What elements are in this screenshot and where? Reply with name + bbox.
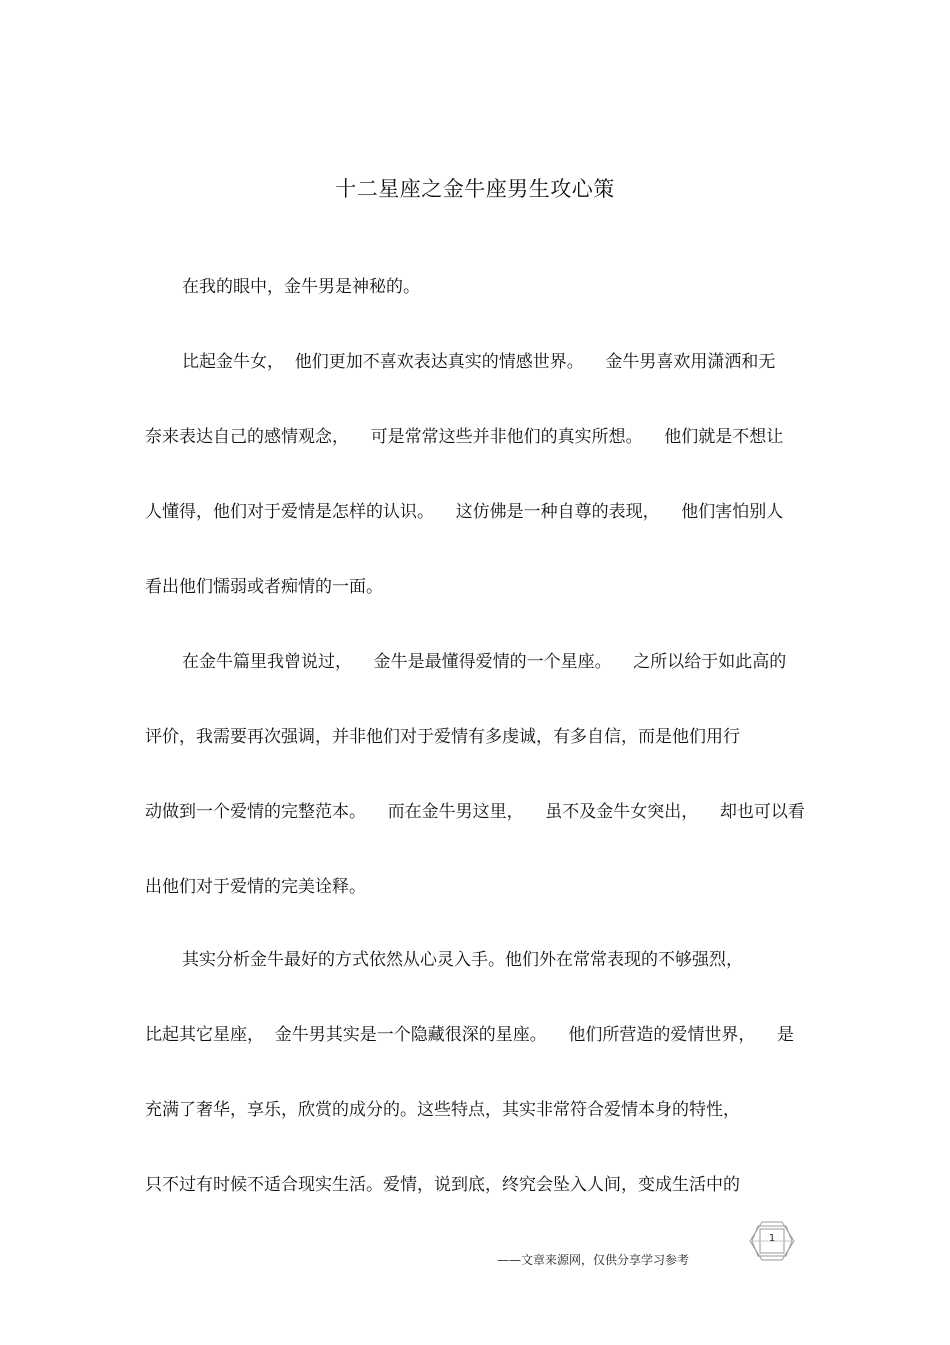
- paragraph-line: 比起金牛女， 他们更加不喜欢表达真实的情感世界。 金牛男喜欢用潇洒和无: [182, 352, 776, 372]
- paragraph-line: 看出他们懦弱或者痴情的一面。: [145, 577, 383, 597]
- page-number-badge: [748, 1220, 796, 1262]
- paragraph-line: 人懂得，他们对于爱情是怎样的认识。 这仿佛是一种自尊的表现， 他们害怕别人: [145, 502, 784, 522]
- paragraph-line: 充满了奢华，享乐，欣赏的成分的。这些特点，其实非常符合爱情本身的特性，: [145, 1100, 740, 1120]
- paragraph-line: 在我的眼中，金牛男是神秘的。: [182, 277, 420, 297]
- document-title: 十二星座之金牛座男生攻心策: [335, 177, 615, 201]
- paragraph-line: 出他们对于爱情的完美诠释。: [145, 877, 366, 897]
- paragraph-line: 奈来表达自己的感情观念， 可是常常这些并非他们的真实所想。 他们就是不想让: [145, 427, 784, 447]
- source-note: ——文章来源网，仅供分享学习参考: [497, 1253, 690, 1267]
- paragraph-line: 评价，我需要再次强调，并非他们对于爱情有多虔诚，有多自信，而是他们用行: [145, 727, 740, 747]
- paragraph-line: 其实分析金牛最好的方式依然从心灵入手。他们外在常常表现的不够强烈，: [182, 950, 743, 970]
- paragraph-line: 动做到一个爱情的完整范本。 而在金牛男这里， 虽不及金牛女突出， 却也可以看: [145, 802, 805, 822]
- paragraph-line: 比起其它星座， 金牛男其实是一个隐藏很深的星座。 他们所营造的爱情世界， 是: [145, 1025, 795, 1045]
- paragraph-line: 在金牛篇里我曾说过， 金牛是最懂得爱情的一个星座。 之所以给于如此高的: [182, 652, 787, 672]
- page-number: 1: [768, 1233, 776, 1244]
- paragraph-line: 只不过有时候不适合现实生活。爱情，说到底，终究会坠入人间，变成生活中的: [145, 1175, 740, 1195]
